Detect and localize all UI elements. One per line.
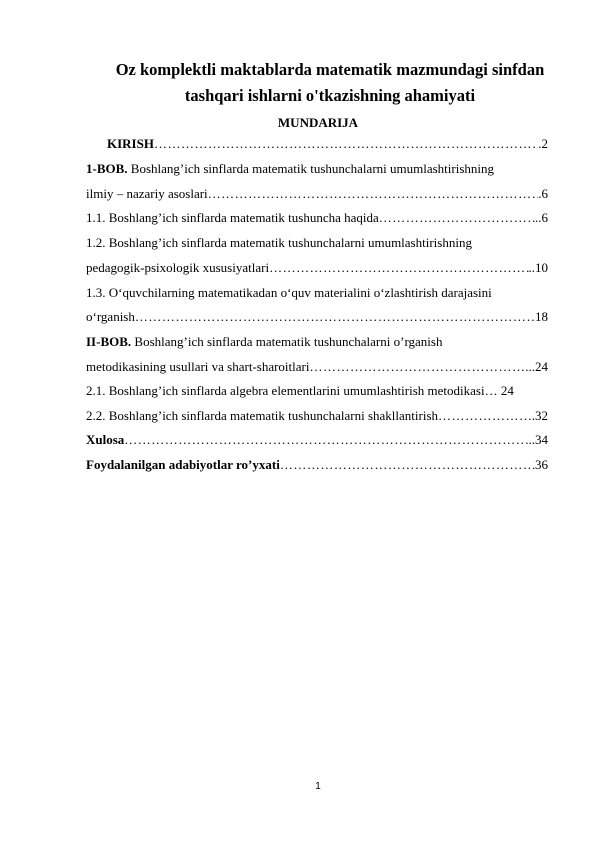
toc-label: 2.2. Boshlang’ich sinflarda matematik tushunchalarni shakllantirish	[86, 408, 439, 423]
toc-page-number: .32	[531, 408, 548, 423]
toc-entry-1-3-line-1[interactable]: 1.3. O‘quvchilarning matematikadan o‘quv materialini o‘zlashtirish darajasini	[86, 285, 492, 300]
toc-label: metodikasining usullari va shart-sharoitlari	[86, 359, 310, 374]
toc-page-number: ..10	[528, 260, 548, 275]
toc-entry-2-2[interactable]	[86, 408, 548, 424]
toc-leader	[208, 186, 539, 202]
toc-page-number: ..6	[535, 210, 548, 225]
toc-chapter-prefix: II-BOB.	[86, 334, 132, 349]
toc-entry-bob2-line-2[interactable]	[86, 359, 548, 375]
toc-leader	[124, 432, 525, 448]
toc-leader	[135, 309, 535, 325]
toc-page-number: 18	[535, 309, 548, 324]
toc-label: Boshlang’ich sinflarda matematik tushunchalarni umumlashtirishning	[127, 161, 495, 176]
toc-entry-2-1[interactable]: 2.1. Boshlang’ich sinflarda algebra elementlarini umumlashtirish metodikasi… 24	[86, 383, 514, 398]
toc-entry-kirish[interactable]	[107, 136, 548, 152]
toc-entry-1-2-line-2[interactable]	[86, 260, 548, 276]
toc-entry-references[interactable]	[86, 457, 548, 473]
toc-page-number: .2	[538, 136, 548, 151]
toc-page-number: .6	[538, 186, 548, 201]
toc-page-number: 36	[535, 457, 548, 472]
toc-label: Boshlang’ich sinflarda matematik tushunchalarni o’rganish	[131, 334, 443, 349]
document-title-line-2: tashqari ishlarni o'tkazishning ahamiyati	[184, 86, 476, 105]
toc-entry-bob1-line-2[interactable]	[86, 186, 548, 202]
toc-page-number: ...34	[525, 432, 548, 447]
document-title-line-1: Oz komplektli maktablarda matematik mazmundagi sinfdan	[115, 60, 545, 79]
toc-label: Xulosa	[86, 432, 125, 447]
toc-leader	[269, 260, 528, 276]
toc-leader	[379, 210, 535, 226]
toc-leader	[438, 408, 532, 424]
toc-label: pedagogik-psixologik xususiyatlari	[86, 260, 270, 275]
contents-heading: MUNDARIJA	[277, 115, 359, 130]
toc-entry-bob1-line-1[interactable]	[86, 161, 494, 177]
toc-entry-1-1[interactable]	[86, 210, 548, 226]
toc-label: KIRISH	[107, 136, 154, 151]
toc-page-number: ...24	[525, 359, 548, 374]
toc-entry-xulosa[interactable]	[86, 432, 548, 448]
page-number: 1	[315, 781, 321, 792]
toc-label: ilmiy – nazariy asoslari	[86, 186, 208, 201]
toc-entry-1-2-line-1[interactable]: 1.2. Boshlang’ich sinflarda matematik tushunchalarni umumlashtirishning	[86, 235, 472, 250]
toc-label: 1.1. Boshlang’ich sinflarda matematik tushuncha haqida	[86, 210, 379, 225]
toc-entry-1-3-line-2[interactable]	[86, 309, 548, 325]
toc-leader	[280, 457, 535, 473]
toc-label: o‘rganish	[86, 309, 135, 324]
toc-leader	[154, 136, 538, 152]
toc-chapter-prefix: 1-BOB.	[86, 161, 128, 176]
toc-leader	[309, 359, 525, 375]
toc-label: Foydalanilgan adabiyotlar ro’yxati	[86, 457, 280, 472]
toc-entry-bob2-line-1[interactable]	[86, 334, 442, 350]
